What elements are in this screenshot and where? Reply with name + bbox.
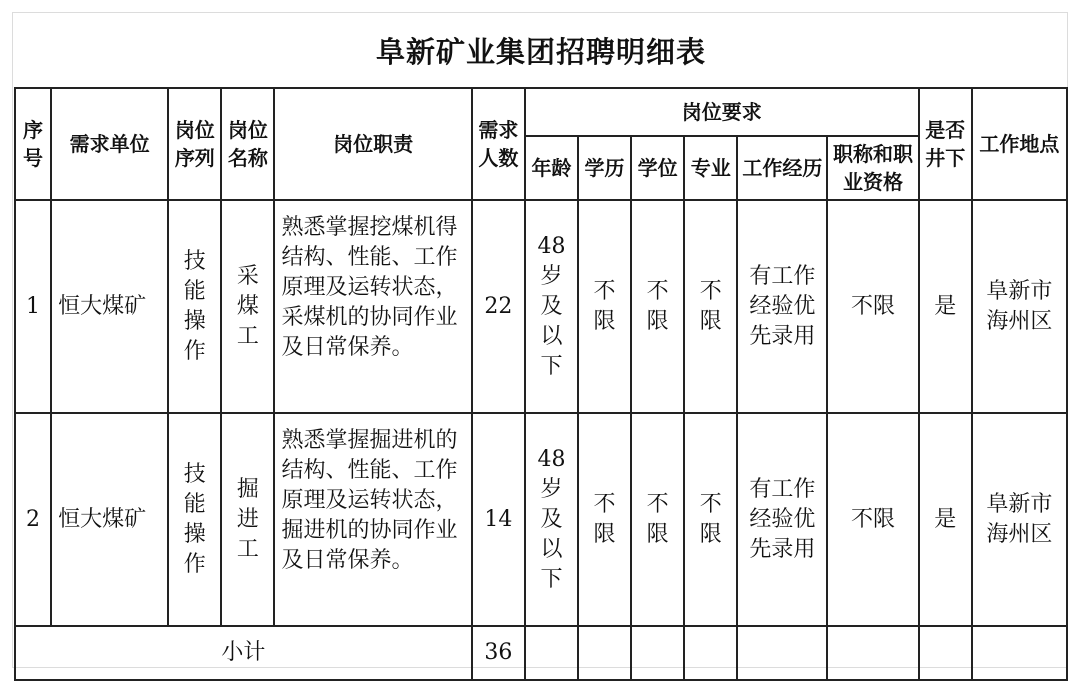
- header-education: 学历: [578, 136, 631, 200]
- row-age: 48岁及以下: [525, 413, 578, 626]
- recruitment-table: [14, 87, 1068, 681]
- subtotal-empty: [684, 626, 737, 680]
- header-degree: 学位: [631, 136, 684, 200]
- row-degree: 不限: [631, 413, 684, 626]
- subtotal-empty: [578, 626, 631, 680]
- row-underground: 是: [919, 200, 972, 413]
- header-qualification: 职称和职业资格: [827, 136, 918, 200]
- row-location: 阜新市海州区: [972, 200, 1067, 413]
- subtotal-row: [15, 626, 1067, 680]
- row-qualification: 不限: [827, 413, 918, 626]
- row-duties: 熟悉掌握掘进机的结构、性能、工作原理及运转状态，掘进机的协同作业及日常保养。: [274, 413, 471, 626]
- row-location: 阜新市海州区: [972, 413, 1067, 626]
- subtotal-headcount: 36: [472, 626, 525, 680]
- table-row: [15, 413, 1067, 626]
- header-requirements: 岗位要求: [525, 88, 919, 136]
- row-duties: 熟悉掌握挖煤机得结构、性能、工作原理及运转状态，采煤机的协同作业及日常保养。: [274, 200, 471, 413]
- row-education: 不限: [578, 413, 631, 626]
- subtotal-empty: [919, 626, 972, 680]
- header-experience: 工作经历: [737, 136, 827, 200]
- row-seq-type: 技能操作: [168, 200, 221, 413]
- header-position-name: 岗位名称: [221, 88, 274, 200]
- header-major: 专业: [684, 136, 737, 200]
- row-major: 不限: [684, 200, 737, 413]
- subtotal-empty: [737, 626, 827, 680]
- row-experience: 有工作经验优先录用: [737, 413, 827, 626]
- row-seq-type: 技能操作: [168, 413, 221, 626]
- page-title: 阜新矿业集团招聘明细表: [375, 34, 706, 69]
- header-seq: 序号: [15, 88, 51, 200]
- row-major: 不限: [684, 413, 737, 626]
- row-qualification: 不限: [827, 200, 918, 413]
- subtotal-empty: [631, 626, 684, 680]
- header-unit: 需求单位: [51, 88, 168, 200]
- row-underground: 是: [919, 413, 972, 626]
- header-age: 年龄: [525, 136, 578, 200]
- row-headcount: 14: [472, 413, 525, 626]
- recruitment-sheet: [12, 12, 1068, 668]
- row-position-name: 采煤工: [221, 200, 274, 413]
- header-headcount: 需求人数: [472, 88, 525, 200]
- row-position-name: 掘进工: [221, 413, 274, 626]
- row-education: 不限: [578, 200, 631, 413]
- subtotal-empty: [525, 626, 578, 680]
- header-seq-type: 岗位序列: [168, 88, 221, 200]
- subtotal-empty: [827, 626, 918, 680]
- row-degree: 不限: [631, 200, 684, 413]
- row-seq: 1: [15, 200, 51, 413]
- subtotal-empty: [972, 626, 1067, 680]
- header-duties: 岗位职责: [274, 88, 471, 200]
- header-underground: 是否井下: [919, 88, 972, 200]
- row-unit: 恒大煤矿: [51, 413, 168, 626]
- row-headcount: 22: [472, 200, 525, 413]
- row-seq: 2: [15, 413, 51, 626]
- row-unit: 恒大煤矿: [51, 200, 168, 413]
- row-experience: 有工作经验优先录用: [737, 200, 827, 413]
- row-age: 48岁及以下: [525, 200, 578, 413]
- header-location: 工作地点: [972, 88, 1067, 200]
- subtotal-label: 小计: [15, 626, 472, 680]
- table-row: [15, 200, 1067, 413]
- header-row-1: [15, 88, 1067, 136]
